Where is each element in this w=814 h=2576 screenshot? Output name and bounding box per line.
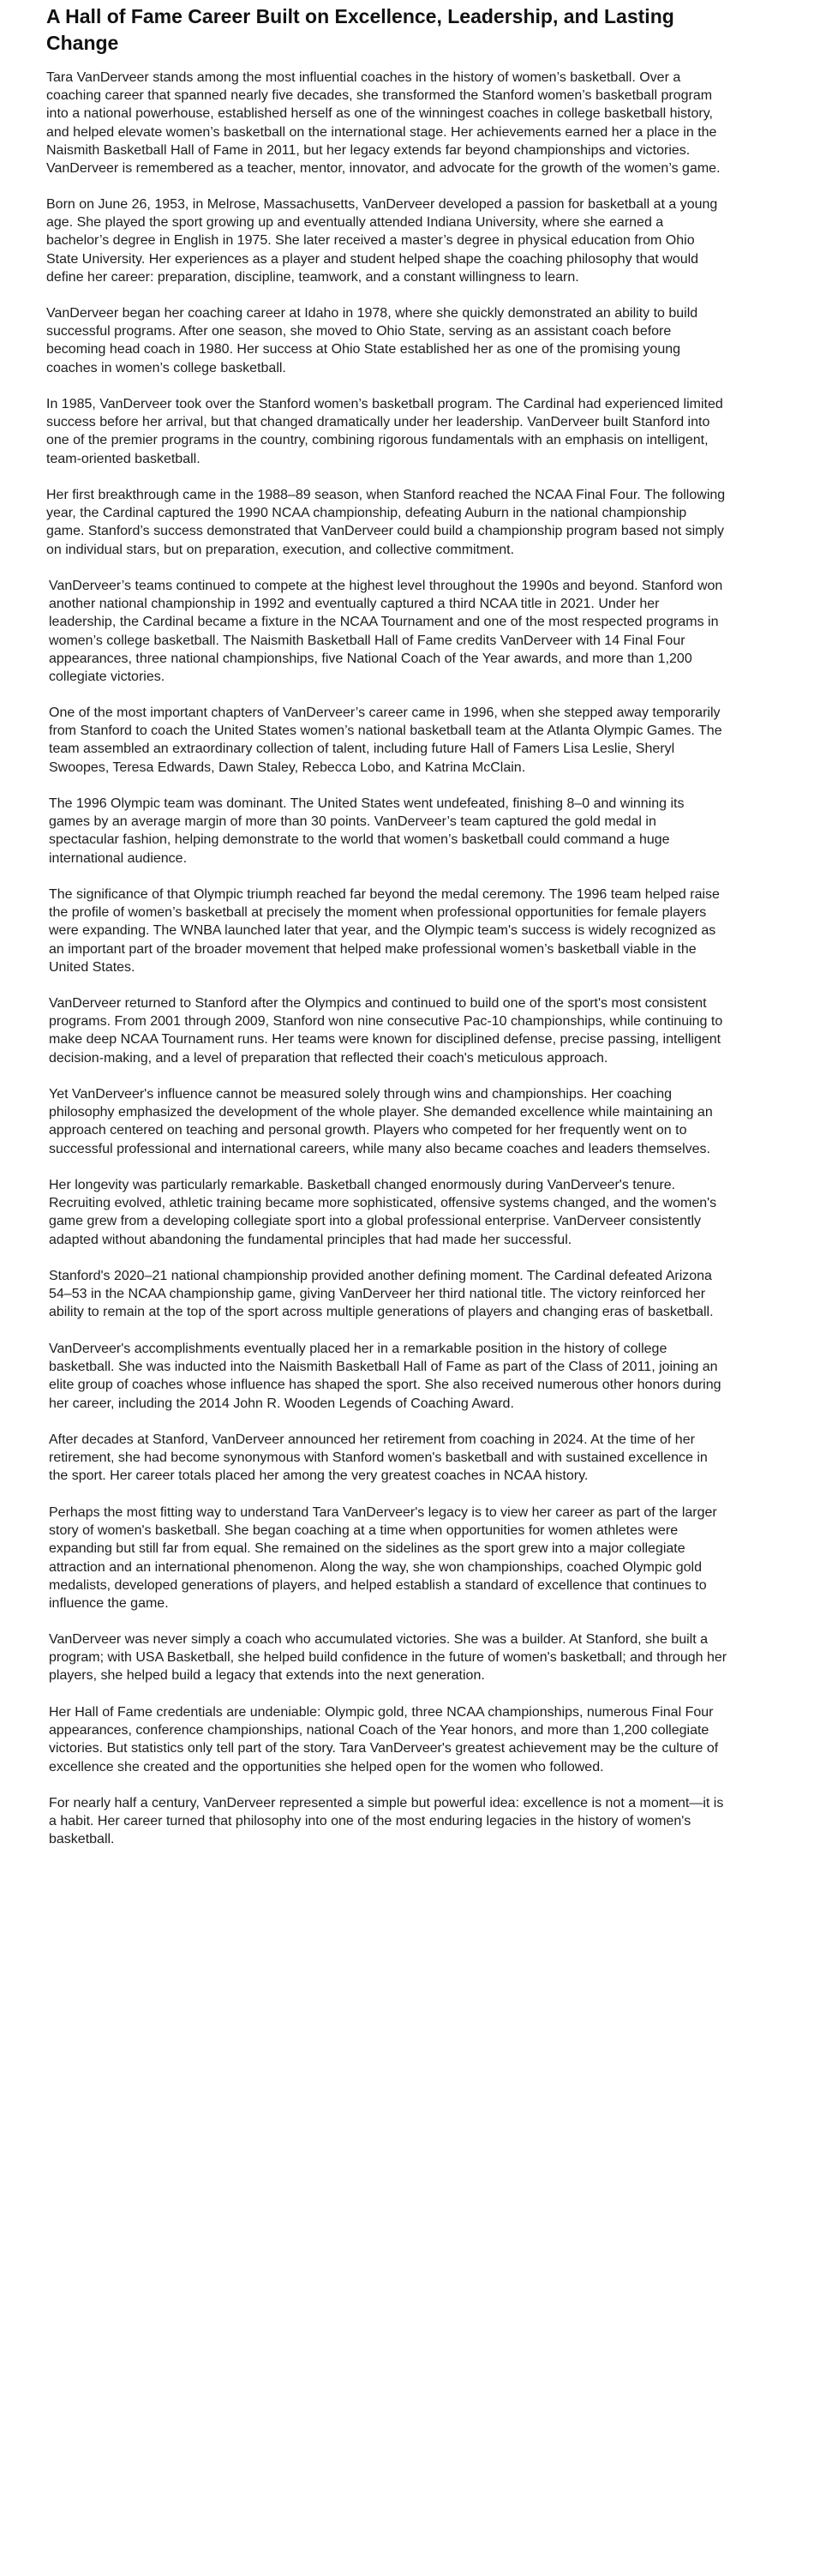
article-paragraph-1: Tara VanDerveer stands among the most influential coaches in the history of women’s basketball. Over a coaching career that spanned nearly five decades, she transformed the Stanford women’s basketball program into a national powerhouse, established herself as one of the winningest coaches in college basketball history, and helped elevate women’s basketball on the international stage. Her achievements earned her a place in the Naismith Basketball Hall of Fame in 2011, but her legacy extends far beyond championships and victories. VanDerveer is remembered as a teacher, mentor, innovator, and advocate for the growth of the women’s game. xyxy=(46,70,721,177)
article-paragraph-6: VanDerveer’s teams continued to compete at the highest level throughout the 1990s and beyond. Stanford won another national championship in 1992 and eventually captured a third NCAA title in 2021. Under her leadership, the Cardinal became a fixture in the NCAA Tournament and one of the most respected programs in women’s college basketball. The Naismith Basketball Hall of Fame credits VanDerveer with 14 Final Four appearances, three national championships, five National Coach of the Year awards, and more than 1,200 collegiate victories. xyxy=(49,579,723,685)
article-paragraph-10: VanDerveer returned to Stanford after the Olympics and continued to build one of the sport's most consistent programs. From 2001 through 2009, Stanford won nine consecutive Pac-10 championships, while continuing to make deep NCAA Tournament runs. Her teams were known for disciplined defense, precise passing, intelligent decision-making, and a level of preparation that reflected their coach's meticulous approach. xyxy=(49,996,723,1066)
article-paragraph-3: VanDerveer began her coaching career at Idaho in 1978, where she quickly demonstrated an ability to build successful programs. After one season, she moved to Ohio State, serving as an assistant coach before becoming head coach in 1980. Her success at Ohio State established her as one of the promising young coaches in women’s college basketball. xyxy=(46,306,698,375)
article-paragraph-11: Yet VanDerveer's influence cannot be measured solely through wins and championships. Her coaching philosophy emphasized the development of the whole player. She demanded excellence while maintaining an approach centered on teaching and personal growth. Players who competed for her frequently went on to successful professional and international careers, while many also became coaches and leaders themselves. xyxy=(49,1087,713,1156)
article-paragraph-4: In 1985, VanDerveer took over the Stanford women’s basketball program. The Cardinal had experienced limited success before her arrival, but that changed dramatically under her leadership. VanDerveer built Stanford into one of the premier programs in the country, combining rigorous fundamentals with an emphasis on intelligent, team-oriented basketball. xyxy=(46,397,723,466)
article-paragraph-17: VanDerveer was never simply a coach who accumulated victories. She was a builder. At Stanford, she built a program; with USA Basketball, she helped build confidence in the future of women's basketball; and through her players, she helped build a legacy that extends into the next generation. xyxy=(49,1632,727,1684)
article-paragraph-12: Her longevity was particularly remarkable. Basketball changed enormously during VanDerveer's tenure. Recruiting evolved, athletic training became more sophisticated, offensive systems changed, and the women's game grew from a developing collegiate sport into a global professional enterprise. VanDerveer consistently adapted without abandoning the fundamental principles that had made her successful. xyxy=(49,1178,717,1247)
article-paragraph-18: Her Hall of Fame credentials are undeniable: Olympic gold, three NCAA championships, numerous Final Four appearances, conference championships, national Coach of the Year honors, and more than 1,200 collegiate victories. But statistics only tell part of the story. Tara VanDerveer's greatest achievement may be the culture of excellence she created and the opportunities she helped open for the women who followed. xyxy=(49,1705,719,1774)
article-paragraph-14: VanDerveer's accomplishments eventually placed her in a remarkable position in the history of college basketball. She was inducted into the Naismith Basketball Hall of Fame as part of the Class of 2011, joining an elite group of coaches whose influence has shaped the sport. She also received numerous other honors during her career, including the 2014 John R. Wooden Legends of Coaching Award. xyxy=(49,1342,721,1411)
article-paragraph-7: One of the most important chapters of VanDerveer’s career came in 1996, when she stepped away temporarily from Stanford to coach the United States women’s national basketball team at the Atlanta Olympic Games. The team assembled an extraordinary collection of talent, including future Hall of Famers Lisa Leslie, Sheryl Swoopes, Teresa Edwards, Dawn Staley, Rebecca Lobo, and Katrina McClain. xyxy=(49,706,722,775)
article-paragraph-5: Her first breakthrough came in the 1988–89 season, when Stanford reached the NCAA Final Four. The following year, the Cardinal captured the 1990 NCAA championship, defeating Auburn in the national championship game. Stanford’s success demonstrated that VanDerveer could build a championship program based not simply on individual stars, but on preparation, execution, and collective commitment. xyxy=(46,488,726,557)
article-paragraph-2: Born on June 26, 1953, in Melrose, Massachusetts, VanDerveer developed a passion for basketball at a young age. She played the sport growing up and eventually attended Indiana University, where she earned a bachelor’s degree in English in 1975. She later received a master’s degree in physical education from Ohio State University. Her experiences as a player and student helped shape the coaching philosophy that would define her career: preparation, discipline, teamwork, and a constant willingness to learn. xyxy=(46,197,718,285)
article-paragraph-9: The significance of that Olympic triumph reached far beyond the medal ceremony. The 1996 team helped raise the profile of women’s basketball at precisely the moment when professional opportunities for female players were expanding. The WNBA launched later that year, and the Olympic team's success is widely recognized as an important part of the broader movement that helped make professional women’s basketball viable in the United States. xyxy=(49,887,720,975)
article-paragraph-8: The 1996 Olympic team was dominant. The United States went undefeated, finishing 8–0 and winning its games by an average margin of more than 30 points. VanDerveer’s team captured the gold medal in spectacular fashion, helping demonstrate to the world that women’s basketball could command a huge international audience. xyxy=(49,796,685,866)
article-paragraph-16: Perhaps the most fitting way to understand Tara VanDerveer's legacy is to view her career as part of the larger story of women's basketball. She began coaching at a time when opportunities for women athletes were expanding but still far from equal. She remained on the sidelines as the sport grew into a major collegiate attraction and an international phenomenon. Along the way, she won championships, coached Olympic gold medalists, developed generations of players, and helped establish a standard of excellence that continues to influence the game. xyxy=(49,1505,717,1612)
article-paragraph-19: For nearly half a century, VanDerveer represented a simple but powerful idea: excellence is not a moment—it is a habit. Her career turned that philosophy into one of the most enduring legacies in the history of women's basketball. xyxy=(49,1796,724,1847)
article-title: A Hall of Fame Career Built on Excellence, Leadership, and Lasting Change xyxy=(46,5,674,54)
article-paragraph-13: Stanford's 2020–21 national championship provided another defining moment. The Cardinal defeated Arizona 54–53 in the NCAA championship game, giving VanDerveer her third national title. The victory reinforced her ability to remain at the top of the sport across multiple generations of players and changing eras of basketball. xyxy=(49,1269,714,1320)
article-paragraph-15: After decades at Stanford, VanDerveer announced her retirement from coaching in 2024. At the time of her retirement, she had become synonymous with Stanford women's basketball and with sustained excellence in the sport. Her career totals placed her among the very greatest coaches in NCAA history. xyxy=(49,1432,708,1484)
